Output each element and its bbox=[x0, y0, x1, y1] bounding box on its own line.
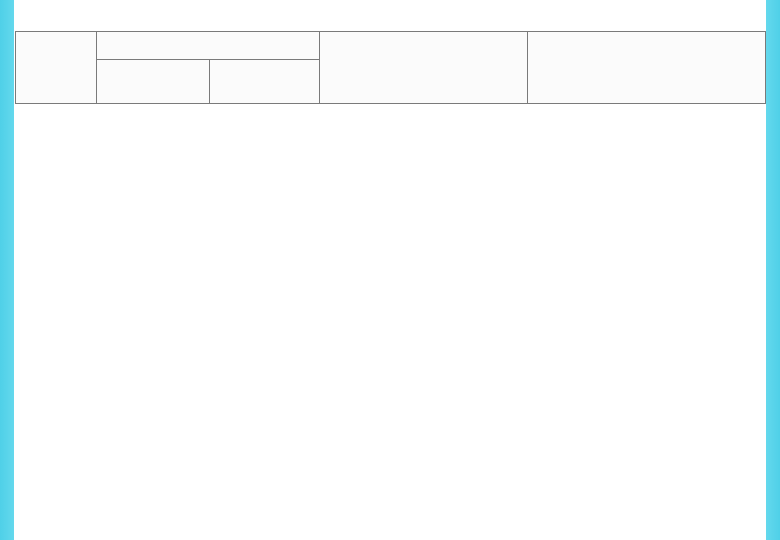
header-ball bbox=[16, 32, 97, 104]
beaufort-table-top bbox=[15, 31, 766, 104]
header-signs bbox=[528, 32, 766, 104]
header-ms bbox=[210, 60, 320, 104]
header-kmh bbox=[97, 60, 210, 104]
header-regime bbox=[320, 32, 528, 104]
page-title bbox=[14, 6, 766, 30]
header-speed bbox=[97, 32, 320, 60]
